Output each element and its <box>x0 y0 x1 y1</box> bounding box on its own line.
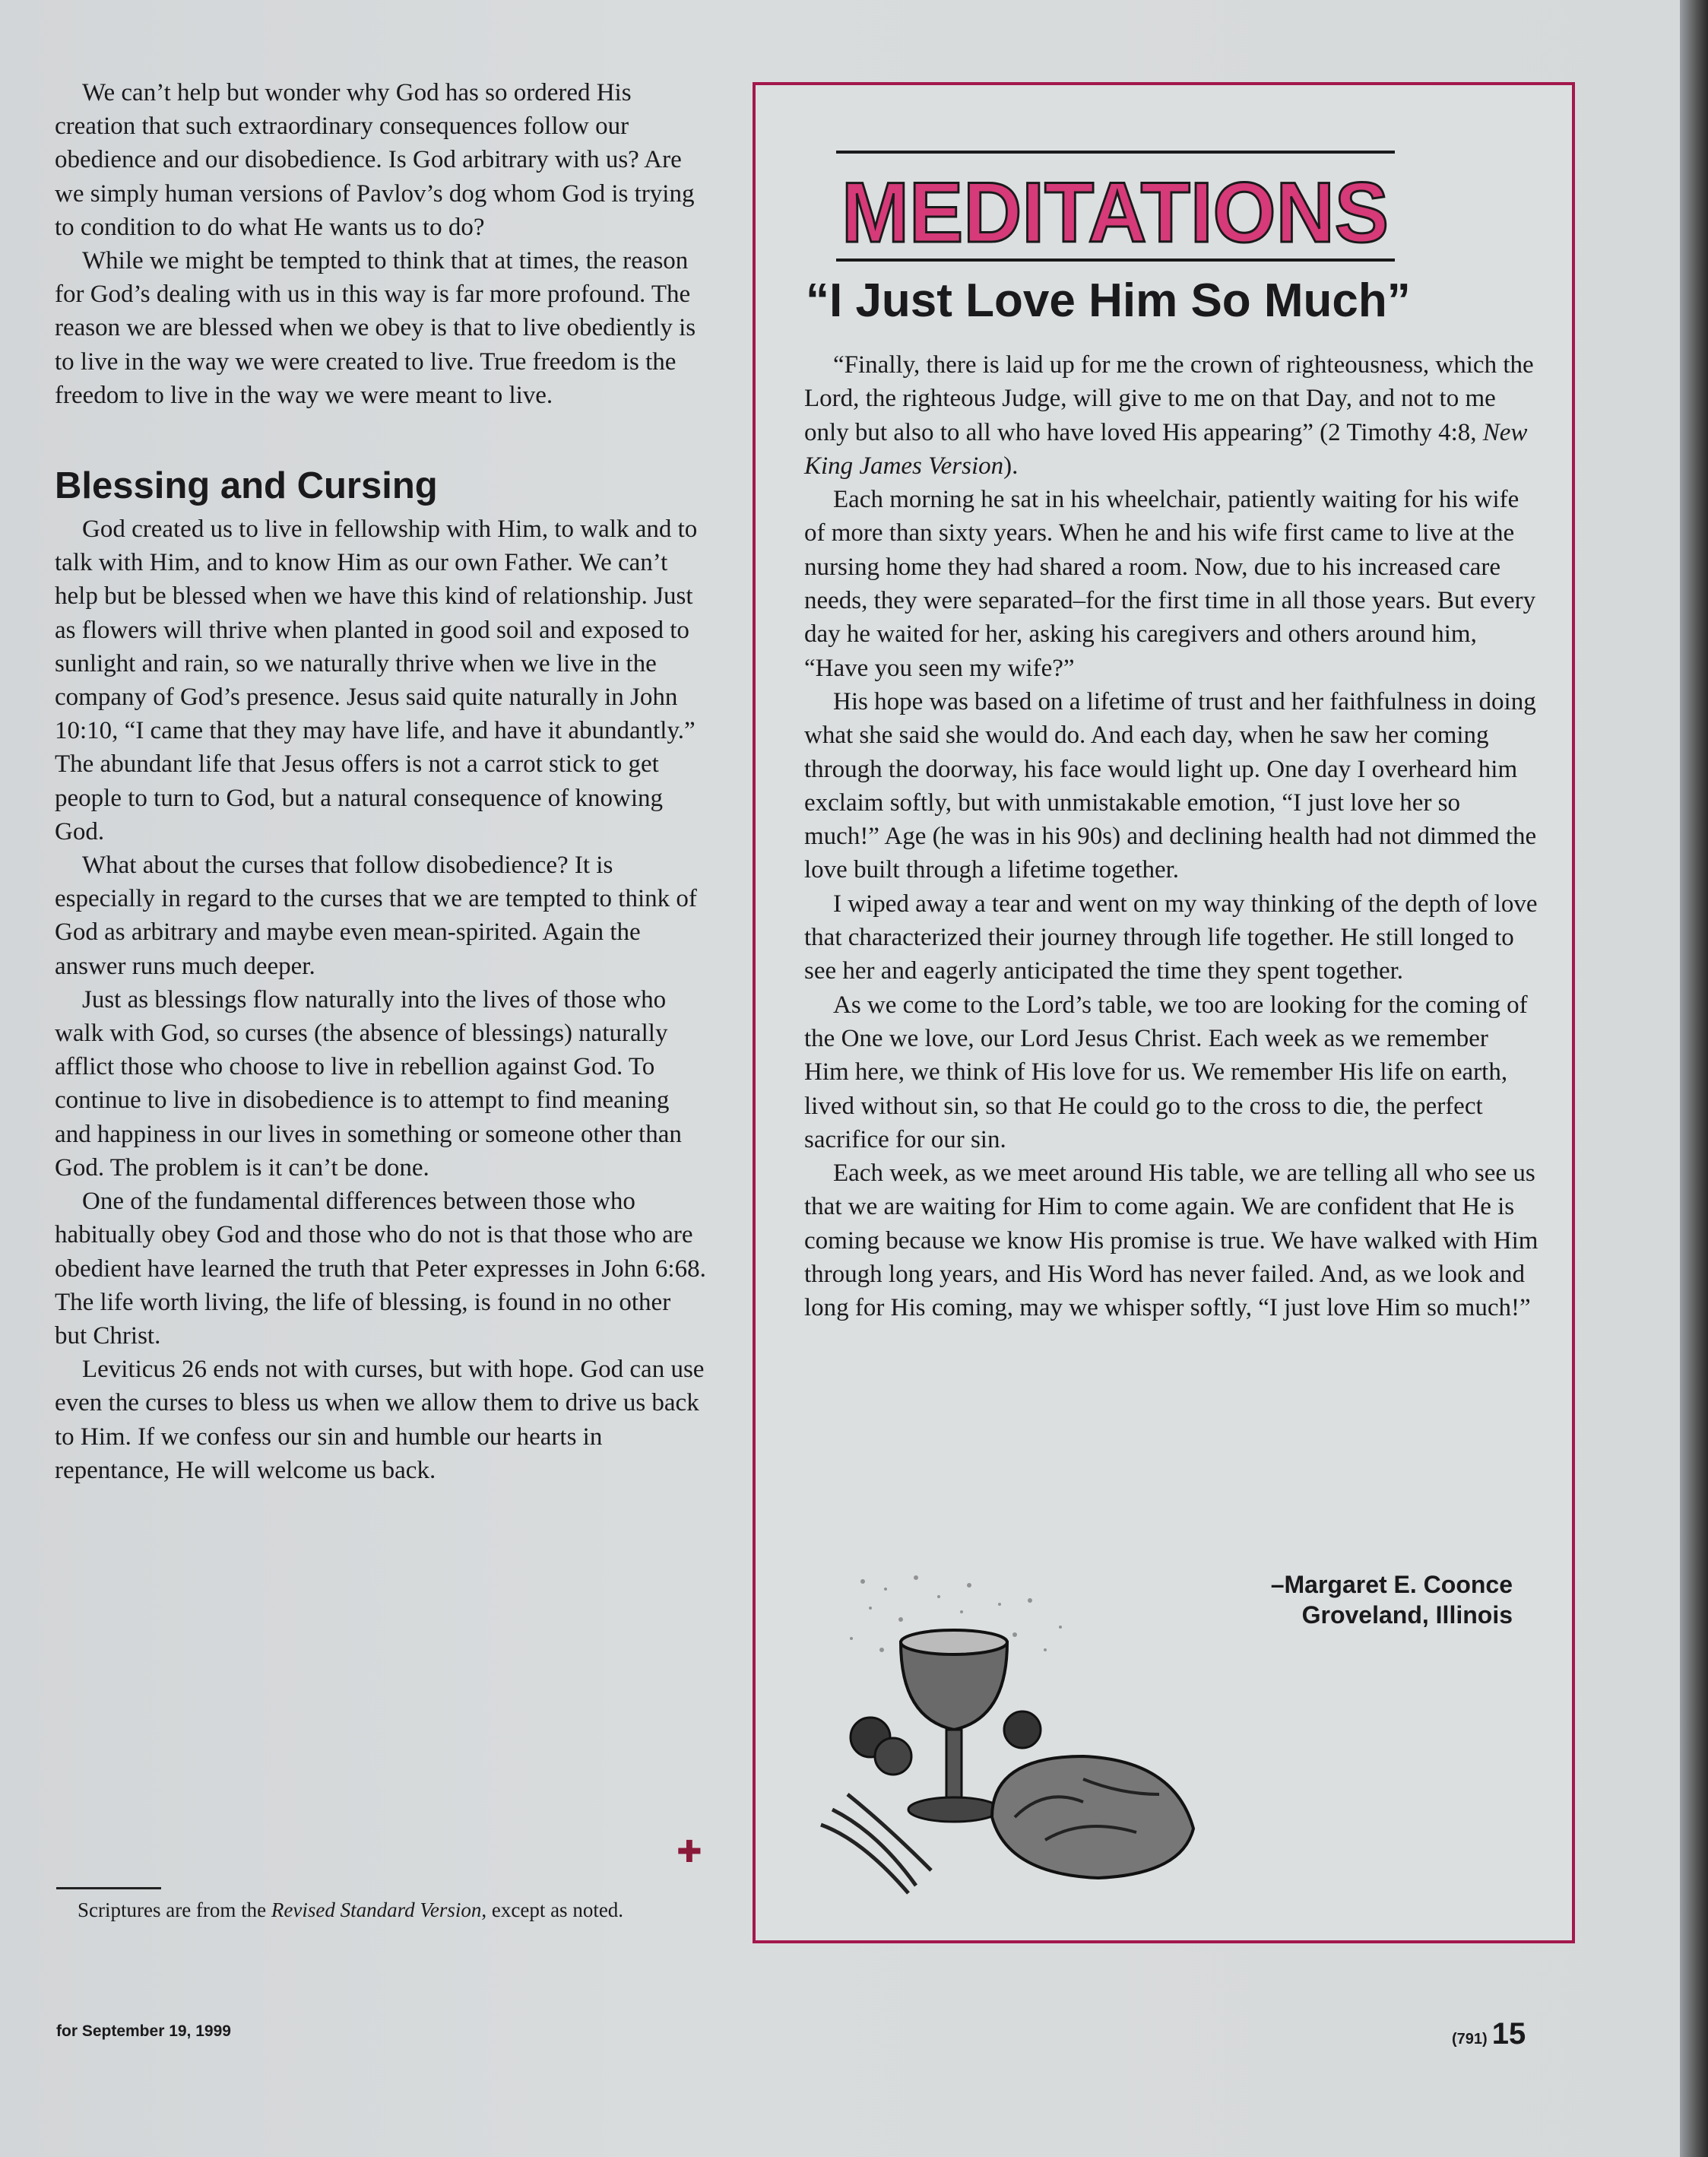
meditations-logo <box>836 151 1395 265</box>
cross-end-mark-icon: ✚ <box>677 1835 702 1870</box>
meditation-title: “I Just Love Him So Much” <box>806 274 1411 327</box>
meditation-paragraph-3: I wiped away a tear and went on my way thinking of the depth of love that characterized their journey through life together. He still longed to see her and eagerly anticipated the time they spent together. <box>804 890 1538 985</box>
meditation-body <box>804 348 1538 1325</box>
section-paragraph-4: One of the fundamental differences between those who habitually obey God and those who do not is that those who are obedient have learned the truth that Peter expresses in John 6:68. The life worth living, the life of blessing, is found in no other but Christ. <box>55 1188 706 1350</box>
footnote-divider <box>56 1887 161 1889</box>
section-paragraph-1: God created us to live in fellowship with Him, to walk and to talk with Him, and to know Him as our own Father. We can’t help but be blessed when we have this kind of relationship. Just as flowers will thrive when planted in good soil and exposed to sunlight and rain, so we naturally thrive when we live in the company of God’s presence. Jesus said quite naturally in John 10:10, “I came that they may have life, and have it abundantly.” The abundant life that Jesus offers is not a carrot stick to get people to turn to God, but a natural consequence of knowing God. <box>55 515 698 845</box>
communion-illustration-svg <box>817 1566 1212 1924</box>
verse-text: “Finally, there is laid up for me the crown of righteousness, which the Lord, the righteous Judge, will give to me on that Day, and not to me only but also to all who have loved His appearing” (2 Timothy 4:8, <box>804 351 1534 446</box>
meditation-paragraph-2: His hope was based on a lifetime of trust and her faithfulness in doing what she said she would do. And each day, when he saw her coming through the doorway, his face would light up. One day I overheard him exclaim softly, but with unmistakable emotion, “I just love her so much!” Age (he was in his 90s) and declining health had not dimmed the love built through a lifetime together. <box>804 687 1537 884</box>
footnote <box>55 1897 708 1923</box>
intro-paragraph-1: We can’t help but wonder why God has so ordered His creation that such extraordinary consequences follow our obedience and our disobedience. Is God arbitrary with us? Are we simply human versions of Pavlov’s dog whom God is trying to condition to do what He wants us to do? <box>55 79 695 241</box>
article-column <box>55 76 708 1487</box>
page-code: (791) <box>1452 2031 1488 2048</box>
binding-spine <box>1680 0 1708 2157</box>
meditation-paragraph-5: Each week, as we meet around His table, we are telling all who see us that we are waiting for Him to come again. We are confident that He is coming because we know His promise is true. We have walked with Him through long years, and His Word has never failed. And, as we look and long for His coming, may we whisper softly, “I just love Him so much!” <box>804 1159 1538 1322</box>
meditation-paragraph-1: Each morning he sat in his wheelchair, patiently waiting for his wife of more than sixty years. When he and his wife first came to live at the nursing home they had shared a room. Now, due to his increased care needs, they were separated–for the first time in all those years. But every day he waited for her, asking his caregivers and others around him, “Have you seen my wife?” <box>804 486 1536 682</box>
verse-close: ). <box>1003 452 1019 480</box>
meditations-banner <box>836 151 1395 265</box>
section-paragraph-2: What about the curses that follow disobedience? It is especially in regard to the curses that we are tempted to think of God as arbitrary and maybe even mean-spirited. Again the answer runs much deeper. <box>55 852 697 980</box>
communion-cup-bread-illustration <box>817 1566 1212 1924</box>
footnote-version: Revised Standard Version <box>271 1898 482 1921</box>
intro-paragraph-2: While we might be tempted to think that at times, the reason for God’s dealing with us in this way is far more profound. The reason we are blessed when we obey is that to live obediently is to live in the way we were created to live. True freedom is the freedom to live in the way we were meant to live. <box>55 247 696 409</box>
section-paragraph-3: Just as blessings flow naturally into the lives of those who walk with God, so curses (the absence of blessings) naturally afflict those who choose to live in rebellion against God. To continue to live in disobedience is to attempt to find meaning and happiness in our lives in something or someone other than God. The problem is it can’t be done. <box>55 985 682 1182</box>
issue-date: for September 19, 1999 <box>56 2022 231 2040</box>
meditation-paragraph-4: As we come to the Lord’s table, we too are looking for the coming of the One we love, our Lord Jesus Christ. Each week as we remember Him here, we think of His love for us. We remember His life on earth, lived without sin, so that He could go to the cross to die, the perfect sacrifice for our sin. <box>804 991 1528 1153</box>
section-paragraph-5: Leviticus 26 ends not with curses, but with hope. God can use even the curses to bless us when we allow them to drive us back to Him. If we confess our sin and humble our hearts in repentance, He will welcome us back. <box>55 1356 705 1484</box>
footnote-text-pre: Scriptures are from the <box>78 1898 271 1921</box>
verse-version: New King James Version <box>804 418 1528 480</box>
page-number: 15 <box>1491 2017 1526 2051</box>
author-name: –Margaret E. Coonce <box>1270 1571 1513 1598</box>
footnote-text-post: , except as noted. <box>481 1898 624 1921</box>
meditations-logo-text: MEDITATIONS <box>841 165 1389 260</box>
section-heading: Blessing and Cursing <box>55 465 438 507</box>
page-number-block <box>1452 2017 1526 2051</box>
author-location: Groveland, Illinois <box>1301 1601 1513 1629</box>
scripture-verse <box>804 348 1538 483</box>
